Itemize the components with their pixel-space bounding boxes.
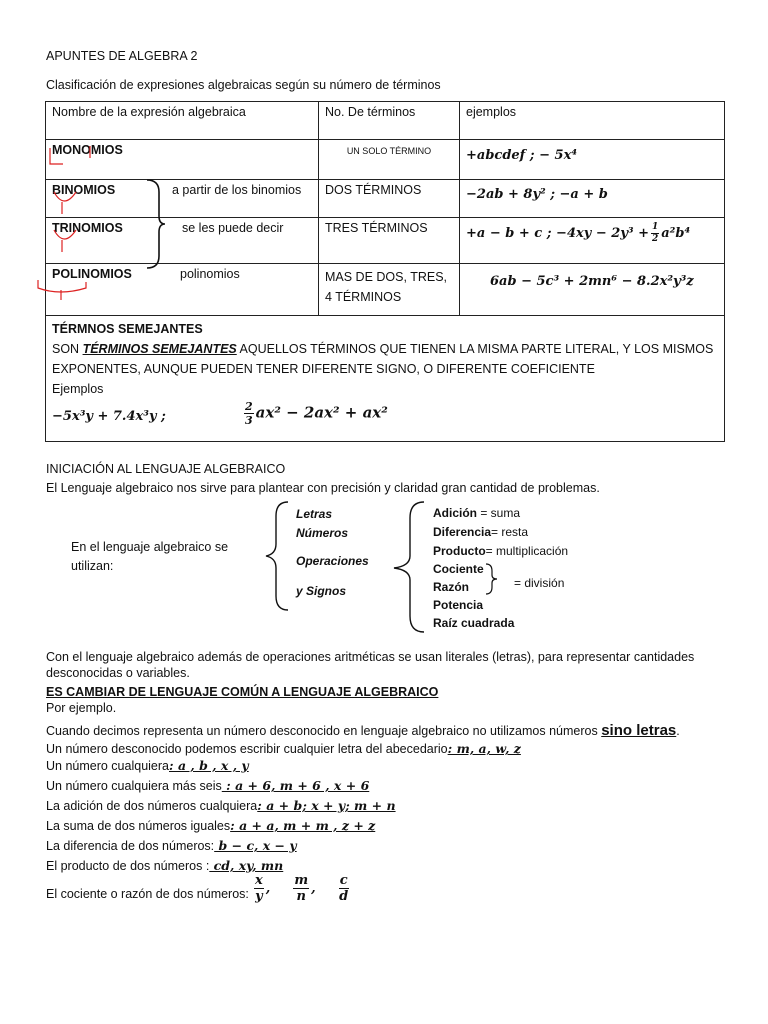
example-line: El producto de dos números : cd, xy, mn (46, 858, 284, 873)
op-adicion: Adición = suma (433, 506, 521, 520)
para1-line2: desconocidas o variables. (46, 666, 190, 680)
example-line: Un número cualquiera más seis : a + 6, m + 6 , x + 6 (46, 778, 370, 793)
division-brace (484, 562, 500, 596)
table-header-cell: ejemplos (460, 102, 725, 140)
semejantes-example2: $\frac{2}{3}$ ax² − 2ax² + ax² (245, 400, 388, 427)
semejantes-line2: EXPONENTES, AUNQUE PUEDEN TENER DIFERENTE SIGNO, O DIFERENTE COEFICIENTE (52, 362, 595, 376)
intro-text: El Lenguaje algebraico nos sirve para plantear con precisión y claridad gran cantidad de problemas. (46, 481, 600, 495)
diagram-left-line2: utilizan: (71, 559, 114, 573)
intro-heading: INICIACIÓN AL LENGUAJE ALGEBRAICO (46, 462, 286, 476)
op-producto: Producto= multiplicación (433, 544, 569, 558)
table-header-row (46, 102, 725, 140)
table-header-cell: No. De términos (319, 102, 460, 140)
row-terms: UN SOLO TÉRMINO (319, 140, 460, 180)
classification-table (45, 101, 725, 442)
example-line: Un número cualquiera: a , b , x , y (46, 758, 249, 773)
op-cociente: Cociente (433, 562, 484, 576)
semejantes-term: TÉRMINOS SEMEJANTES (82, 342, 237, 356)
sino-letras: sino letras (601, 722, 677, 739)
example-line: La adición de dos números cualquiera: a + b; x + y; m + n (46, 798, 396, 813)
red-annotation-marks (30, 140, 130, 305)
heading2: ES CAMBIAR DE LENGUAJE COMÚN A LENGUAJE ALGEBRAICO (46, 685, 439, 699)
op-diferencia: Diferencia= resta (433, 525, 529, 539)
diagram-middle-item: Operaciones (296, 554, 369, 568)
op-potencia: Potencia (433, 598, 484, 612)
doc-title: APUNTES DE ALGEBRA 2 (46, 49, 198, 63)
cuando-line: Cuando decimos representa un número desconocido en lenguaje algebraico no utilizamos números sino letras. (46, 722, 680, 739)
row-terms: MAS DE DOS, TRES, 4 TÉRMINOS (319, 264, 460, 316)
fraction: $\frac{x}{y}$ (255, 873, 263, 904)
row-note: se les puede decir (182, 221, 284, 235)
row-example: +abcdef ; − 5x⁴ (460, 140, 725, 180)
diagram-brace-right (390, 500, 428, 634)
diagram-left-line1: En el lenguaje algebraico se (71, 540, 229, 554)
example-line: La suma de dos números iguales: a + a, m + m , z + z (46, 818, 376, 833)
row-name: BINOMIOS (52, 183, 116, 197)
por-ejemplo: Por ejemplo. (46, 701, 117, 715)
row-name: TRINOMIOS (52, 221, 123, 235)
semejantes-examples-label: Ejemplos (52, 382, 104, 396)
row-note: polinomios (180, 267, 240, 281)
row-name: MONOMIOS (52, 143, 123, 157)
fraction: $\frac{c}{d}$ (339, 873, 349, 904)
table-row (46, 264, 725, 316)
diagram-middle-item: Letras (296, 507, 333, 521)
diagram-middle-item: Números (296, 526, 349, 540)
example-line: Un número desconocido podemos escribir cualquier letra del abecedario: m, a, w, z (46, 741, 521, 756)
row-terms: DOS TÉRMINOS (319, 180, 460, 218)
semejantes-line1: SON TÉRMINOS SEMEJANTES AQUELLOS TÉRMINOS QUE TIENEN LA MISMA PARTE LITERAL, Y LOS MISMOS (52, 342, 714, 356)
row-terms: TRES TÉRMINOS (319, 218, 460, 264)
cociente-fracs: $\frac{x}{y}$ , $\frac{m}{n}$ , $\frac{c}{d}$ (255, 873, 349, 904)
example-line: La diferencia de dos números: b − c, x − y (46, 838, 297, 853)
para1-line1: Con el lenguaje algebraico además de operaciones aritméticas se usan literales (letras), para representar cantidades (46, 650, 695, 664)
op-razon: Razón (433, 580, 469, 594)
cociente-label: El cociente o razón de dos números: (46, 887, 249, 901)
diagram-brace-left (262, 500, 292, 612)
row-note: a partir de los binomios (172, 183, 302, 197)
division-label: = división (514, 576, 565, 590)
diagram-middle-item: y Signos (296, 584, 347, 598)
doc-subtitle: Clasificación de expresiones algebraicas según su número de términos (46, 78, 441, 92)
row-name: POLINOMIOS (52, 267, 132, 281)
grouping-brace (145, 178, 167, 270)
row-example: +a − b + c ; −4xy − 2y³ + $\frac{1}{2}$ a²b⁴ (460, 218, 725, 264)
fraction: $\frac{m}{n}$ (294, 873, 309, 904)
op-raiz: Raíz cuadrada (433, 616, 515, 630)
semejantes-example1: −5x³y + 7.4x³y ; (52, 409, 166, 424)
semejantes-row (46, 316, 725, 442)
semejantes-heading: TÉRMNOS SEMEJANTES (52, 322, 203, 336)
row-example: −2ab + 8y² ; −a + b (460, 180, 725, 218)
row-example: 6ab − 5c³ + 2mn⁶ − 8.2x²y³z (460, 264, 725, 316)
table-row (46, 140, 725, 180)
table-header-cell: Nombre de la expresión algebraica (46, 102, 319, 140)
